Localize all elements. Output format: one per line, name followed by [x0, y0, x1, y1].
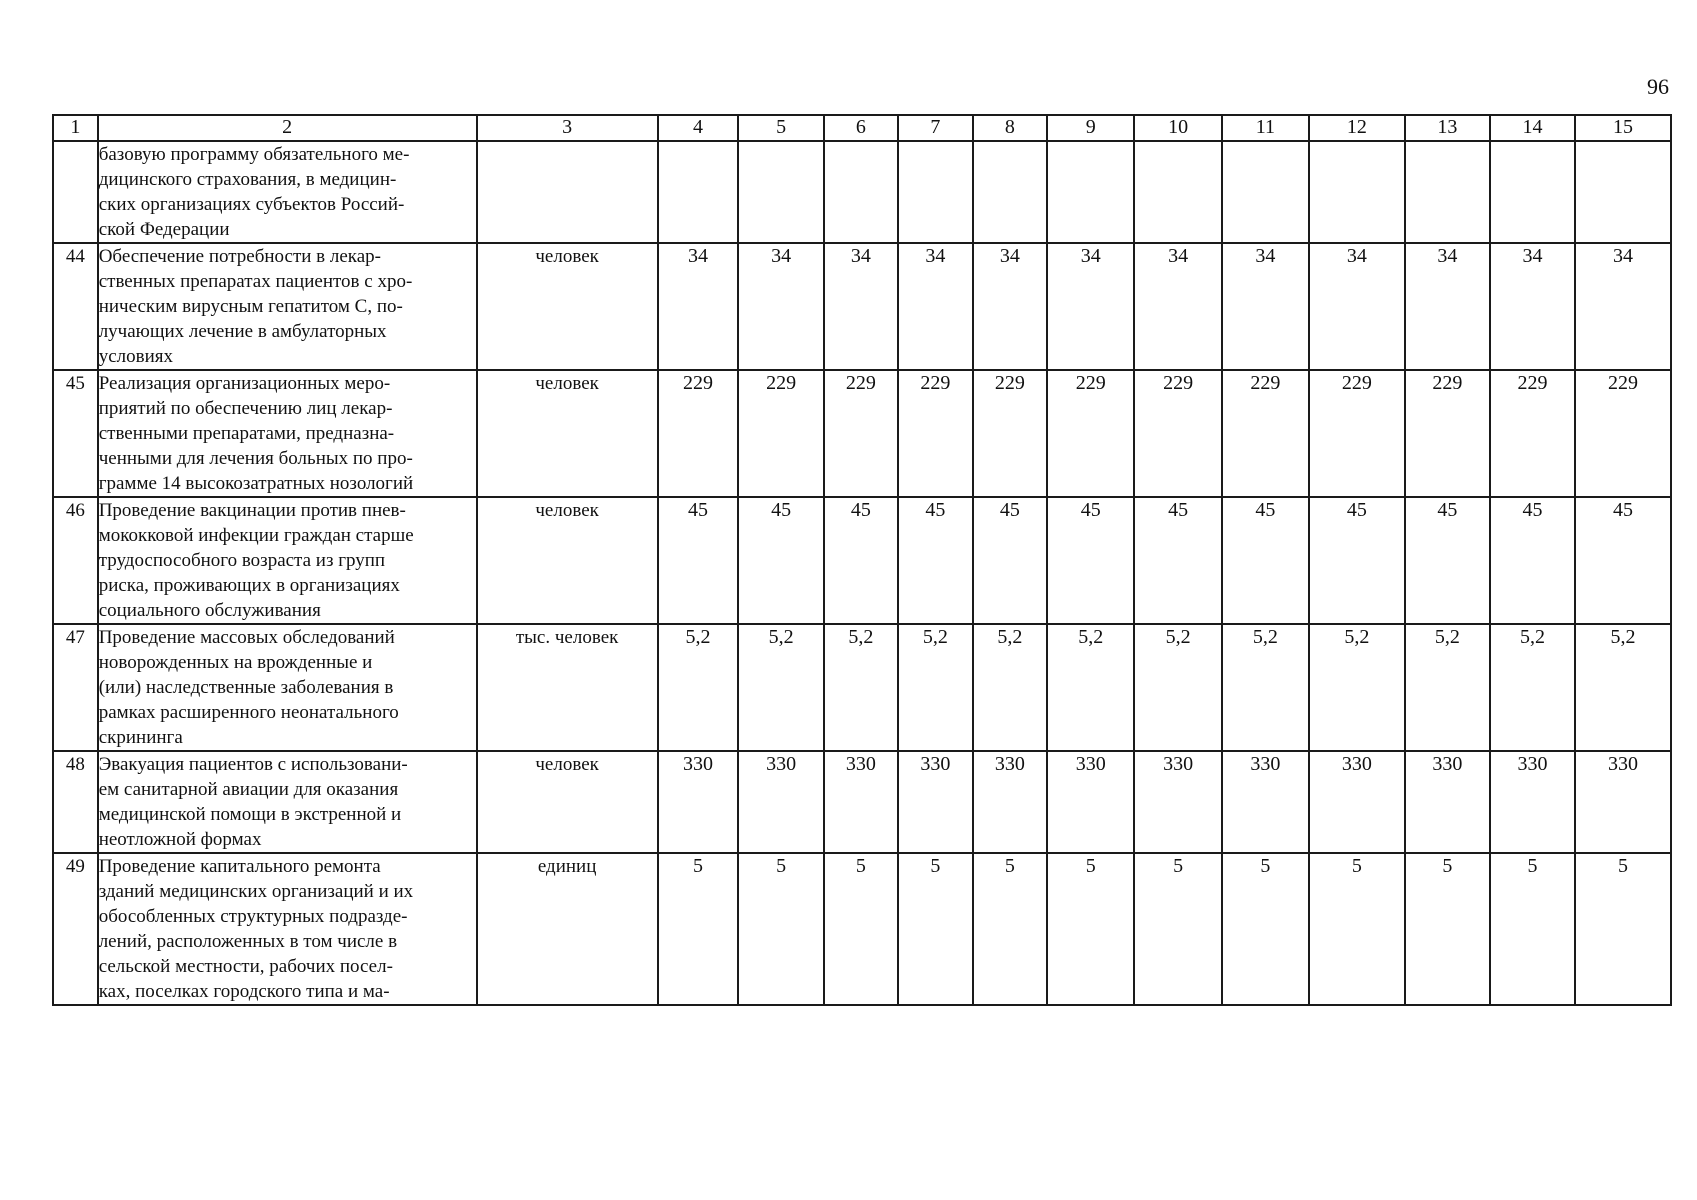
value-cell-col-13: 229	[1405, 370, 1490, 497]
column-header-12: 12	[1309, 115, 1405, 141]
value-cell-col-5: 5	[738, 853, 823, 1005]
column-header-5: 5	[738, 115, 823, 141]
value-cell-col-13: 5	[1405, 853, 1490, 1005]
table-row	[53, 141, 1671, 243]
value-cell-col-10: 5,2	[1134, 624, 1221, 751]
column-header-7: 7	[898, 115, 973, 141]
value-cell-col-10: 45	[1134, 497, 1221, 624]
value-cell-col-4	[658, 141, 739, 243]
table-body	[53, 141, 1671, 1005]
value-cell-col-9: 45	[1047, 497, 1134, 624]
value-cell-col-5: 34	[738, 243, 823, 370]
unit-cell: человек	[477, 370, 658, 497]
value-cell-col-14: 229	[1490, 370, 1575, 497]
value-cell-col-6: 229	[824, 370, 899, 497]
column-header-15: 15	[1575, 115, 1671, 141]
value-cell-col-7: 5	[898, 853, 973, 1005]
value-cell-col-8: 34	[973, 243, 1048, 370]
value-cell-col-15: 5	[1575, 853, 1671, 1005]
value-cell-col-8: 330	[973, 751, 1048, 853]
value-cell-col-11: 34	[1222, 243, 1309, 370]
column-header-11: 11	[1222, 115, 1309, 141]
value-cell-col-7: 229	[898, 370, 973, 497]
table-row	[53, 497, 1671, 624]
value-cell-col-12	[1309, 141, 1405, 243]
value-cell-col-4: 34	[658, 243, 739, 370]
indicator-name: Реализация организационных меро- приятий по обеспечению лиц лекар- ственными препаратами, предназна- ченными для лечения больных по про- грамме 14 высокозатратных нозологий	[98, 370, 477, 497]
value-cell-col-11: 5,2	[1222, 624, 1309, 751]
value-cell-col-13: 34	[1405, 243, 1490, 370]
value-cell-col-6: 330	[824, 751, 899, 853]
value-cell-col-7: 5,2	[898, 624, 973, 751]
column-header-10: 10	[1134, 115, 1221, 141]
value-cell-col-5: 45	[738, 497, 823, 624]
value-cell-col-4: 5	[658, 853, 739, 1005]
value-cell-col-12: 5,2	[1309, 624, 1405, 751]
value-cell-col-9: 5,2	[1047, 624, 1134, 751]
value-cell-col-14: 5,2	[1490, 624, 1575, 751]
header-row	[53, 115, 1671, 141]
unit-cell	[477, 141, 658, 243]
unit-cell: человек	[477, 497, 658, 624]
value-cell-col-13: 330	[1405, 751, 1490, 853]
table-row	[53, 243, 1671, 370]
row-number: 47	[53, 624, 98, 751]
value-cell-col-14: 34	[1490, 243, 1575, 370]
value-cell-col-15	[1575, 141, 1671, 243]
value-cell-col-4: 330	[658, 751, 739, 853]
row-number: 44	[53, 243, 98, 370]
value-cell-col-9: 34	[1047, 243, 1134, 370]
value-cell-col-11: 45	[1222, 497, 1309, 624]
column-header-14: 14	[1490, 115, 1575, 141]
column-header-2: 2	[98, 115, 477, 141]
value-cell-col-13: 5,2	[1405, 624, 1490, 751]
value-cell-col-5: 229	[738, 370, 823, 497]
column-header-3: 3	[477, 115, 658, 141]
indicators-table	[52, 114, 1672, 1006]
column-header-9: 9	[1047, 115, 1134, 141]
table-row	[53, 624, 1671, 751]
value-cell-col-10	[1134, 141, 1221, 243]
column-header-8: 8	[973, 115, 1048, 141]
unit-cell: человек	[477, 751, 658, 853]
value-cell-col-7: 45	[898, 497, 973, 624]
value-cell-col-12: 34	[1309, 243, 1405, 370]
value-cell-col-14	[1490, 141, 1575, 243]
table-row	[53, 751, 1671, 853]
column-header-13: 13	[1405, 115, 1490, 141]
row-number: 48	[53, 751, 98, 853]
value-cell-col-10: 330	[1134, 751, 1221, 853]
table-row	[53, 853, 1671, 1005]
value-cell-col-8: 45	[973, 497, 1048, 624]
indicator-name: Проведение капитального ремонта зданий медицинских организаций и их обособленных структурных подразде- лений, расположенных в том числе в сельской местности, рабочих посел- ках, поселках городского типа и ма-	[98, 853, 477, 1005]
value-cell-col-14: 5	[1490, 853, 1575, 1005]
row-number: 46	[53, 497, 98, 624]
value-cell-col-9: 5	[1047, 853, 1134, 1005]
value-cell-col-15: 330	[1575, 751, 1671, 853]
value-cell-col-8: 229	[973, 370, 1048, 497]
value-cell-col-6: 5,2	[824, 624, 899, 751]
value-cell-col-9: 330	[1047, 751, 1134, 853]
value-cell-col-11: 229	[1222, 370, 1309, 497]
value-cell-col-6	[824, 141, 899, 243]
value-cell-col-8	[973, 141, 1048, 243]
value-cell-col-5	[738, 141, 823, 243]
value-cell-col-13	[1405, 141, 1490, 243]
indicator-name: базовую программу обязательного ме- дицинского страхования, в медицин- ских организациях субъектов Россий- ской Федерации	[98, 141, 477, 243]
row-number: 45	[53, 370, 98, 497]
column-header-4: 4	[658, 115, 739, 141]
value-cell-col-14: 330	[1490, 751, 1575, 853]
value-cell-col-10: 5	[1134, 853, 1221, 1005]
indicator-name: Проведение вакцинации против пнев- мококковой инфекции граждан старше трудоспособного возраста из групп риска, проживающих в организациях социального обслуживания	[98, 497, 477, 624]
column-header-1: 1	[53, 115, 98, 141]
value-cell-col-4: 229	[658, 370, 739, 497]
value-cell-col-10: 229	[1134, 370, 1221, 497]
value-cell-col-9	[1047, 141, 1134, 243]
value-cell-col-4: 5,2	[658, 624, 739, 751]
value-cell-col-15: 5,2	[1575, 624, 1671, 751]
value-cell-col-11: 330	[1222, 751, 1309, 853]
value-cell-col-8: 5,2	[973, 624, 1048, 751]
value-cell-col-4: 45	[658, 497, 739, 624]
value-cell-col-12: 330	[1309, 751, 1405, 853]
unit-cell: тыс. человек	[477, 624, 658, 751]
row-number	[53, 141, 98, 243]
value-cell-col-11	[1222, 141, 1309, 243]
value-cell-col-7: 330	[898, 751, 973, 853]
value-cell-col-7: 34	[898, 243, 973, 370]
value-cell-col-8: 5	[973, 853, 1048, 1005]
value-cell-col-13: 45	[1405, 497, 1490, 624]
row-number: 49	[53, 853, 98, 1005]
table-row	[53, 370, 1671, 497]
value-cell-col-6: 45	[824, 497, 899, 624]
indicator-name: Эвакуация пациентов с использовани- ем санитарной авиации для оказания медицинской помощи в экстренной и неотложной формах	[98, 751, 477, 853]
value-cell-col-5: 5,2	[738, 624, 823, 751]
value-cell-col-12: 229	[1309, 370, 1405, 497]
value-cell-col-5: 330	[738, 751, 823, 853]
value-cell-col-12: 5	[1309, 853, 1405, 1005]
value-cell-col-7	[898, 141, 973, 243]
page-number: 96	[1647, 74, 1669, 99]
indicator-name: Проведение массовых обследований новорожденных на врожденные и (или) наследственные заболевания в рамках расширенного неонатального скрининга	[98, 624, 477, 751]
unit-cell: человек	[477, 243, 658, 370]
value-cell-col-12: 45	[1309, 497, 1405, 624]
value-cell-col-10: 34	[1134, 243, 1221, 370]
column-header-6: 6	[824, 115, 899, 141]
value-cell-col-6: 34	[824, 243, 899, 370]
value-cell-col-15: 34	[1575, 243, 1671, 370]
value-cell-col-15: 229	[1575, 370, 1671, 497]
indicator-name: Обеспечение потребности в лекар- ственных препаратах пациентов с хро- ническим вирусным гепатитом С, по- лучающих лечение в амбулаторных условиях	[98, 243, 477, 370]
value-cell-col-14: 45	[1490, 497, 1575, 624]
unit-cell: единиц	[477, 853, 658, 1005]
value-cell-col-6: 5	[824, 853, 899, 1005]
value-cell-col-15: 45	[1575, 497, 1671, 624]
value-cell-col-11: 5	[1222, 853, 1309, 1005]
value-cell-col-9: 229	[1047, 370, 1134, 497]
